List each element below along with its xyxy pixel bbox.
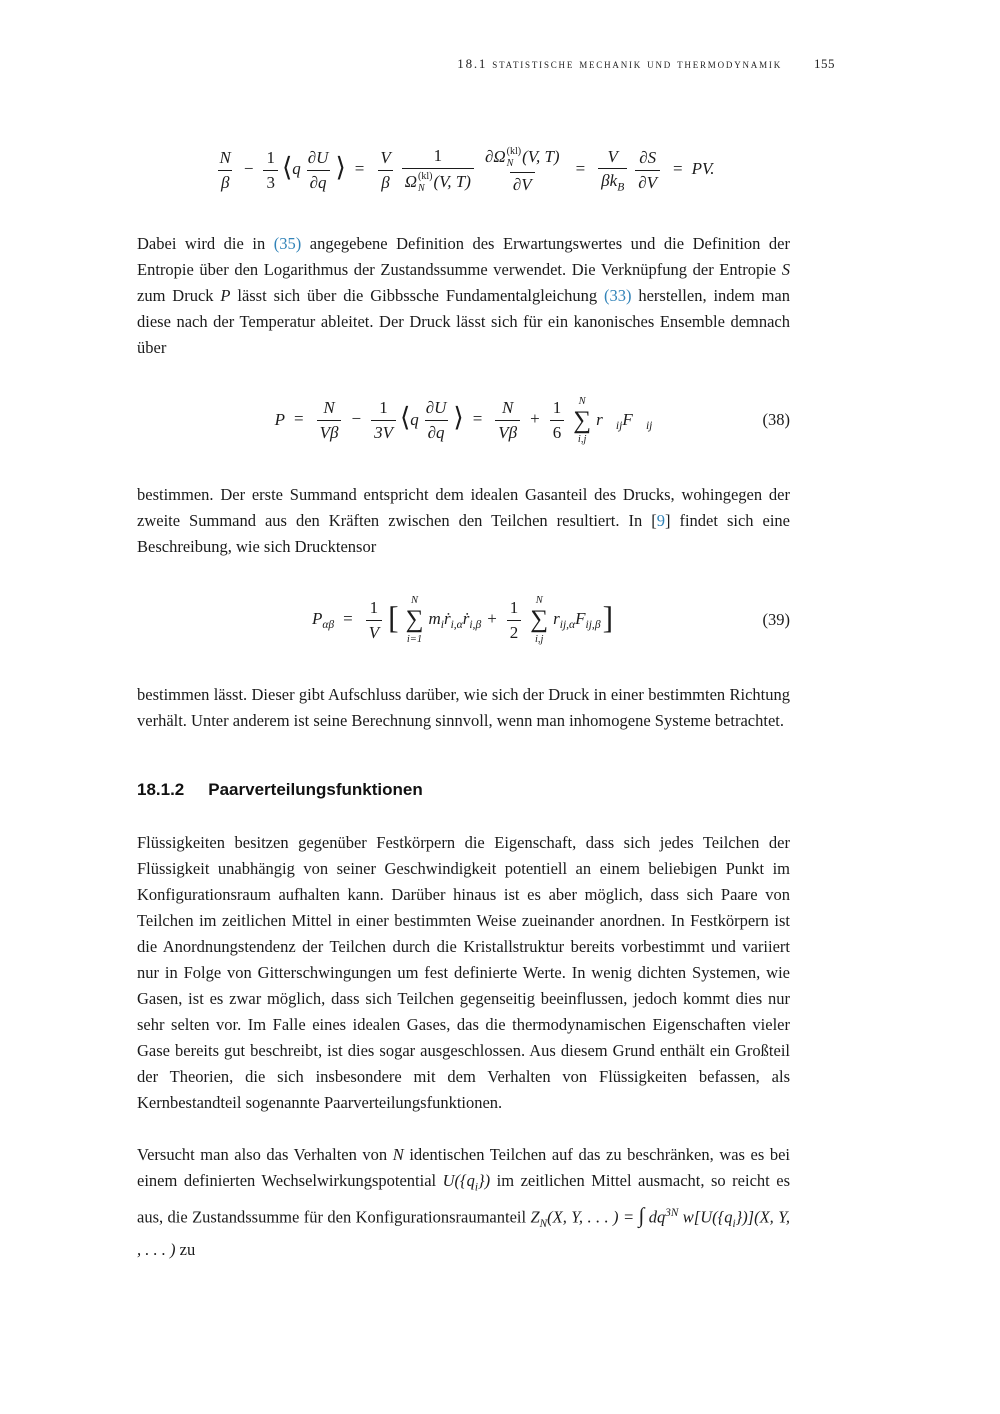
math-token [598,168,627,194]
math-token: F [575,609,586,629]
content-column [137,146,790,1263]
subscript: ij [645,418,653,432]
math-token: βk [601,171,618,191]
math-token: ∂U [425,398,447,418]
section-heading [137,780,790,800]
sup-sub-stack [507,146,521,170]
math-token: 1 [266,148,275,168]
paragraph [137,1142,790,1263]
sup-sub-stack [418,171,432,195]
math-inline: U({q [442,1171,475,1191]
text-run: Flüssigkeiten besitzen gegenüber Festkörpern die Eigenschaft, dass sich jedes Teilchen der Flüssigkeit unabhängig von seiner Geschwindigkeit potentiell an einem beliebigen Punkt im Konfigurationsraum aufhalten kann. Darüber hinaus ist es aber möglich, dass sich Paare von Teilchen im zeitlichen Mittel in einer bestimmten Weise zueinander anordnen. In Festkörpern ist die Anordnungstendenz der Teilchen durch die Kristallstruktur bereits vorbestimmt und variiert nur in Folge von Gitterschwingungen um fest definierte Werte. In wenig dichten Systemen, wie Gasen, ist es zwar möglich, dass sich Teilchen gegenseitig beeinflussen, jedoch kommt dies nur sehr selten vor. Im Falle eines idealen Gases, das die thermodynamischen Eigenschaften vieler Gase bereits gut beschreibt, ist dies sogar ausgeschlossen. Aus diesem Grund enthält ein Großteil der Theorien, die sich insbesondere mit dem Verhalten von Flüssigkeiten befassen, als Kernbestandteil sogenannte Paarverteilungsfunktionen. [137,833,790,1113]
superscript: (kl) [506,146,522,157]
fraction [507,598,522,642]
math-token: q [410,409,419,429]
running-head [137,56,835,72]
math-inline: (X, Y, . . . ) = [547,1207,639,1227]
math-token: Vβ [317,420,342,443]
math-token: N [502,398,514,418]
sum-upper-limit: N [411,595,419,607]
math-token: V [366,620,382,643]
superscript: (kl) [418,170,433,182]
citation-link-35[interactable]: (35) [273,233,302,253]
fraction [263,148,278,192]
subscript: i [474,1181,479,1194]
fraction [402,146,474,195]
sum-lower-limit: i,j [534,633,544,645]
subscript: N [539,1218,548,1231]
fraction [550,398,565,442]
equation-number: (38) [762,410,790,430]
subscript: ij,β [585,618,601,632]
math-token: 2 [507,620,522,643]
math-token: 6 [550,420,565,443]
math-token: r⃗ [596,409,616,429]
math-token: 1 [379,398,388,418]
math-token: ∂V [510,172,535,195]
math-token: ∂q [425,420,448,443]
summation [573,395,591,447]
math-token: N [219,148,231,168]
math-token: ∂Ω [484,146,506,166]
sigma-symbol: ∑ [530,606,549,634]
summation [530,594,548,646]
superscript: 3N [665,1207,679,1220]
section-number: 18.1.2 [137,780,185,800]
math-token: PV. [691,159,715,179]
fraction [377,148,393,192]
text-run: Dabei wird die in [137,233,274,253]
fraction [317,398,342,442]
equals-sign: = [472,409,483,429]
paragraph [137,231,790,361]
citation-link-9[interactable]: 9 [656,511,665,531]
subscript: ij,α [559,618,576,632]
running-head-title: 18.1 statistische mechanik und thermodynamik [457,56,782,71]
text-run: zu [175,1240,196,1260]
text-run: angegebene Definition des Erwartungswertes und die Definition der Entropie über den Logarithmus der Zustandssumme verwendet. Die Verknüpfung der Entropie [137,233,790,279]
equals-sign: = [354,159,365,179]
math-inline: Z [530,1207,540,1227]
math-token: (V, T) [522,146,560,166]
page-number: 155 [814,56,835,71]
text-run: zum Druck [137,285,221,305]
subscript: ij [615,418,623,432]
math-token: (V, T) [433,171,471,191]
math-inline: w[U({q [678,1207,733,1227]
math-token: 3 [263,170,278,193]
subscript: i [440,618,444,632]
integral-sign: ∫ [638,1203,645,1228]
math-inline: N [392,1145,404,1165]
text-run: bestimmen. Der erste Summand entspricht dem idealen Gasanteil des Drucks, wohingegen der zweite Summand aus den Kräften zwischen den Teilchen resultiert. In [ [137,485,790,531]
subscript: N [418,182,425,194]
equals-sign: = [673,159,683,179]
math-token: N [323,398,335,418]
equals-sign: = [343,609,353,629]
subscript: i [732,1218,736,1231]
math-inline: S [781,259,790,279]
section-title: Paarverteilungsfunktionen [208,780,423,800]
operator: + [487,609,497,629]
math-token: P [274,409,286,429]
text-run: im zeitlichen Mittel ausmacht, so reicht es aus, die Zustandssumme für den Konfigurationsraumanteil [137,1171,790,1227]
left-angle-bracket: ⟨ [281,153,293,183]
equals-sign: = [294,409,304,429]
subscript: i,α [450,618,463,632]
text-run: ] findet sich eine Beschreibung, wie sich Drucktensor [137,511,791,557]
summation [406,594,424,646]
fraction [305,148,332,192]
fraction [371,398,396,442]
paragraph [137,830,790,1116]
math-token: ṙ [462,609,470,629]
sigma-symbol: ∑ [405,606,424,634]
right-angle-bracket: ⟩ [453,403,464,433]
math-token: ∂U [307,148,329,168]
subscript: N [506,158,514,169]
sum-lower-limit: i,j [577,434,587,446]
fraction [366,598,382,642]
math-inline: }) [478,1171,491,1191]
sigma-symbol: ∑ [573,406,592,434]
math-token: r [553,609,560,629]
citation-link-33[interactable]: (33) [603,285,632,305]
subscript: B [617,180,625,194]
operator: − [351,409,362,429]
text-run: identischen Teilchen auf das zu beschränken, was es bei einem definierten Wechselwirkungspotential [137,1145,790,1191]
right-bracket: ] [602,600,614,636]
right-angle-bracket: ⟩ [335,153,346,183]
math-token: β [378,170,392,193]
math-token [482,146,563,172]
math-token: m [428,609,441,629]
math-inline: P [220,285,231,305]
paragraph [137,482,790,560]
text-run: lässt sich über die Gibbssche Fundamentalgleichung [230,285,604,305]
equals-sign: = [575,159,586,179]
math-token: V [380,148,391,168]
display-equation-intro [137,146,790,195]
subscript: αβ [322,618,335,632]
operator: − [243,159,254,179]
text-run: herstellen, indem man diese nach der Temperatur ableitet. Der Druck lässt sich für ein kanonisches Ensemble demnach über [137,285,790,357]
math-token: ∂S [639,148,657,168]
display-equation-38 [137,395,790,447]
math-token: q [292,159,301,179]
math-token: ṙ [443,609,451,629]
subscript: i,β [469,618,482,632]
math-token: ∂q [307,170,330,193]
fraction [482,146,563,195]
fraction [598,147,627,194]
left-angle-bracket: ⟨ [399,403,411,433]
math-token: 1 [369,598,379,618]
display-equation-39 [137,594,790,646]
text-run: bestimmen lässt. Dieser gibt Aufschluss darüber, wie sich der Druck in einer bestimmten Richtung verhält. Unter anderem ist seine Berechnung sinnvoll, wenn man inhomogene Systeme betrachtet. [137,685,790,731]
math-token: 3V [371,420,396,443]
fraction [423,398,450,442]
left-bracket: [ [388,600,399,636]
sum-lower-limit: i=1 [406,633,423,645]
math-token [402,168,474,195]
math-token: Ω [404,171,417,191]
math-token: F⃗ [622,409,646,429]
math-token: 1 [509,598,519,618]
math-token: P [311,609,323,629]
text-run: Versucht man also das Verhalten von [137,1145,393,1165]
math-inline: dq [644,1207,666,1227]
fraction [635,148,660,192]
fraction [217,148,234,192]
fraction [495,398,520,442]
operator: + [530,409,540,429]
math-token: ∂V [635,170,660,193]
math-token: β [218,170,232,193]
math-token: 1 [433,146,443,165]
math-token: 1 [552,398,562,418]
math-token: Vβ [495,420,520,443]
sum-upper-limit: N [578,395,586,407]
math-token: V [607,146,618,166]
math-inline: })](X, Y, , . . . ) [137,1207,790,1260]
paragraph [137,682,790,734]
sum-upper-limit: N [535,595,543,607]
equation-number: (39) [762,610,790,630]
